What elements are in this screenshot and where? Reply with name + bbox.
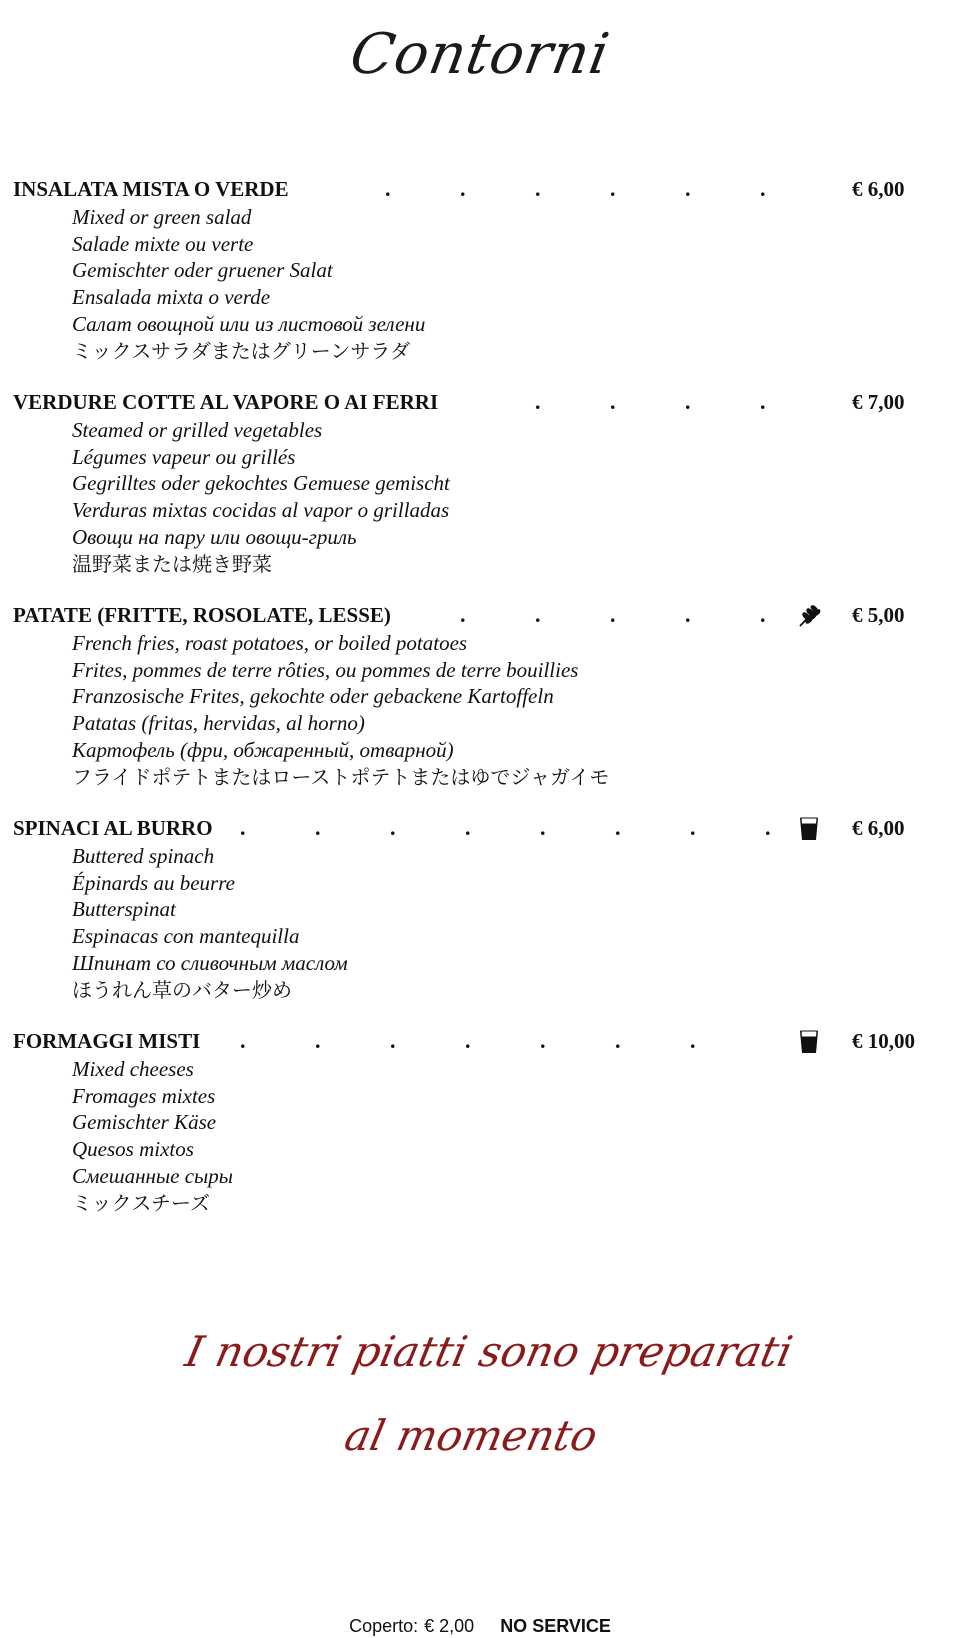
- note-line-1: I nostri piatti sono preparati: [181, 1327, 797, 1376]
- translation-ru: Шпинат со сливочным маслом: [72, 950, 348, 975]
- item-price: € 6,00: [852, 816, 905, 840]
- milk-cup-icon: [795, 815, 823, 843]
- translation-de: Gemischter Käse: [72, 1110, 217, 1135]
- translation-es: Quesos mixtos: [72, 1137, 194, 1162]
- translation-ja: 温野菜または焼き野菜: [72, 551, 272, 576]
- item-price: € 6,00: [852, 177, 905, 201]
- item-name: PATATE (FRITTE, ROSOLATE, LESSE): [13, 603, 391, 627]
- translation-ja: フライドポテトまたはローストポテトまたはゆでジャガイモ: [72, 764, 610, 789]
- cover-charge-label: Coperto:: [349, 1616, 419, 1636]
- translation-es: Ensalada mixta o verde: [72, 285, 271, 310]
- translation-es: Verduras mixtas cocidas al vapor o grilladas: [72, 498, 450, 523]
- translation-fr: Frites, pommes de terre rôties, ou pommes de terre bouillies: [72, 657, 579, 682]
- item-name: VERDURE COTTE AL VAPORE O AI FERRI: [13, 390, 439, 414]
- translation-list: [72, 1056, 233, 1216]
- fresh-preparation-note: [0, 1310, 960, 1478]
- page-title: Contorni: [345, 22, 615, 87]
- translation-fr: Légumes vapeur ou grillés: [72, 444, 296, 469]
- translation-list: [72, 843, 348, 1003]
- translation-en: Mixed or green salad: [72, 205, 252, 229]
- item-name: INSALATA MISTA O VERDE: [13, 177, 289, 201]
- translation-de: Butterspinat: [72, 897, 176, 922]
- cover-charge-price: € 2,00: [424, 1616, 475, 1636]
- translation-en: French fries, roast potatoes, or boiled potatoes: [72, 631, 468, 655]
- footer: [0, 1616, 960, 1637]
- translation-ru: Овощи на пару или овощи-гриль: [72, 524, 357, 549]
- translation-de: Gegrilltes oder gekochtes Gemuese gemischt: [72, 471, 450, 496]
- translation-list: [72, 204, 425, 364]
- translation-list: [72, 630, 609, 790]
- translation-fr: Fromages mixtes: [72, 1083, 216, 1108]
- item-name: SPINACI AL BURRO: [13, 816, 213, 840]
- wheat-icon: [795, 602, 823, 630]
- item-price: € 10,00: [852, 1029, 915, 1053]
- item-price: € 5,00: [852, 603, 905, 627]
- note-line-2: al momento: [340, 1411, 602, 1460]
- translation-en: Steamed or grilled vegetables: [72, 418, 323, 442]
- translation-de: Franzosische Frites, gekochte oder gebackene Kartoffeln: [72, 684, 554, 709]
- no-service-label: NO SERVICE: [500, 1616, 611, 1636]
- translation-ja: ミックスチーズ: [72, 1190, 210, 1215]
- translation-fr: Salade mixte ou verte: [72, 231, 254, 256]
- translation-de: Gemischter oder gruener Salat: [72, 258, 333, 283]
- translation-en: Mixed cheeses: [72, 1057, 194, 1081]
- translation-ru: Картофель (фри, обжаренный, отварной): [72, 737, 454, 762]
- item-price: € 7,00: [852, 390, 905, 414]
- translation-ru: Салат овощной или из листовой зелени: [72, 311, 426, 336]
- translation-es: Patatas (fritas, hervidas, al horno): [72, 711, 365, 736]
- translation-list: [72, 417, 450, 577]
- translation-en: Buttered spinach: [72, 844, 215, 868]
- translation-es: Espinacas con mantequilla: [72, 924, 300, 949]
- translation-ja: ミックスサラダまたはグリーンサラダ: [72, 338, 411, 363]
- milk-cup-icon: [795, 1028, 823, 1056]
- item-name: FORMAGGI MISTI: [13, 1029, 201, 1053]
- translation-fr: Épinards au beurre: [72, 870, 235, 895]
- translation-ru: Смешанные сыры: [72, 1163, 233, 1188]
- translation-ja: ほうれん草のバター炒め: [72, 977, 292, 1002]
